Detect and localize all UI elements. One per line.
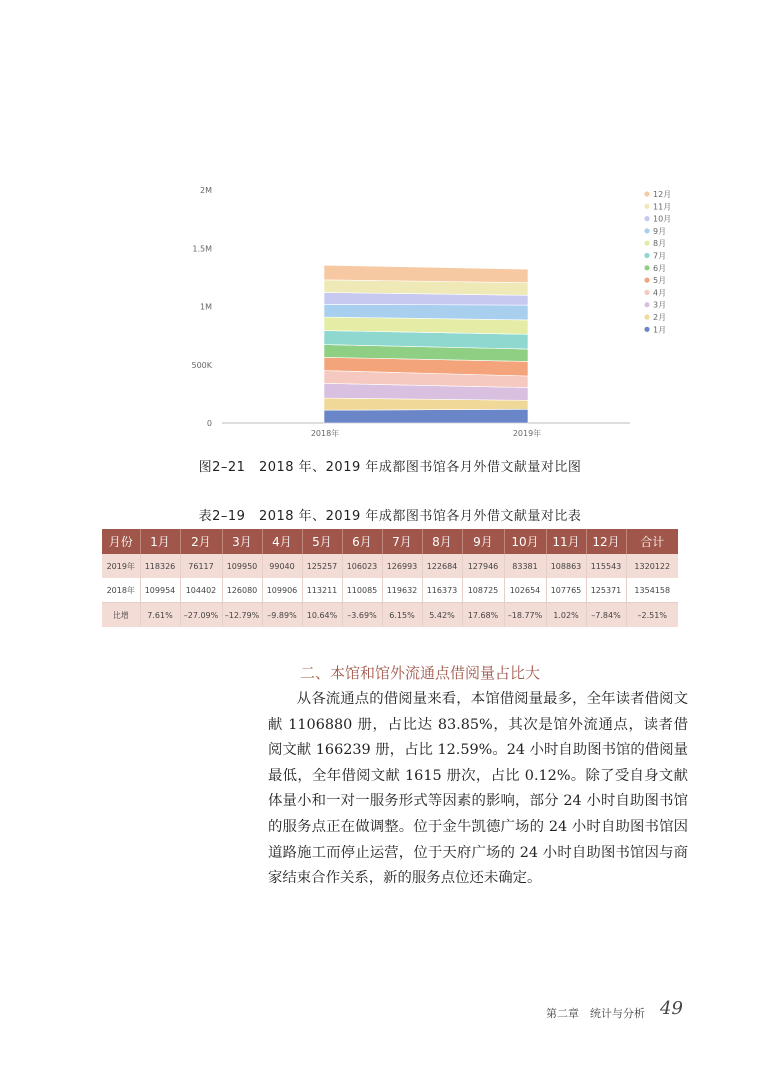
- series-band-1月: [324, 409, 528, 423]
- table-cell: 6.15%: [382, 603, 422, 628]
- y-tick-label: 0: [206, 419, 212, 428]
- table-cell: 比增: [102, 603, 140, 628]
- table-cell: –3.69%: [342, 603, 382, 628]
- table-cell: 115543: [586, 554, 626, 578]
- table-cell: 108863: [546, 554, 586, 578]
- table-cell: 106023: [342, 554, 382, 578]
- table-cell: 2018年: [102, 578, 140, 603]
- legend-label: 7月: [653, 251, 667, 261]
- stacked-bar-chart: [180, 176, 680, 446]
- legend-marker: [644, 216, 649, 221]
- y-tick-label: 1M: [200, 302, 212, 312]
- table-cell: 7.61%: [140, 603, 180, 628]
- header-cell: 6月: [342, 529, 382, 554]
- header-cell: 12月: [586, 529, 626, 554]
- x-tick-label: 2019年: [512, 429, 542, 438]
- table-cell: 5.42%: [422, 603, 462, 628]
- header-cell: 3月: [222, 529, 262, 554]
- y-tick-label: 1.5M: [192, 244, 212, 254]
- body-paragraph: 从各流通点的借阅量来看，本馆借阅量最多，全年读者借阅文献 1106880 册，占比达 83.85%，其次是馆外流通点，读者借阅文献 166239 册，占比 12.59%。24 小时自助图书馆的借阅量最低，全年借阅文献 1615 册次，占比 0.12%。除了受自身文献体量小和一对一服务形式等因素的影响，部分 24 小时自助图书馆的服务点正在做调整。位于金牛凯德广场的 24 小时自助图书馆因道路施工而停止运营，位于天府广场的 24 小时自助图书馆因与商家结束合作关系，新的服务点位还未确定。: [268, 691, 688, 887]
- header-cell: 9月: [462, 529, 504, 554]
- table-cell: 76117: [180, 554, 222, 578]
- table-cell: 126993: [382, 554, 422, 578]
- chart-svg: [180, 176, 680, 446]
- table-cell: 83381: [504, 554, 546, 578]
- table-caption: 表2–19 2018 年、2019 年成都图书馆各月外借文献量对比表: [198, 509, 582, 524]
- table-cell: 127946: [462, 554, 504, 578]
- table-cell: 125371: [586, 578, 626, 603]
- table-cell: –2.51%: [626, 603, 678, 628]
- table-cell: 118326: [140, 554, 180, 578]
- table-cell: 126080: [222, 578, 262, 603]
- legend-marker: [644, 191, 649, 196]
- header-cell: 10月: [504, 529, 546, 554]
- legend-marker: [644, 302, 649, 307]
- table-cell: 1354158: [626, 578, 678, 603]
- legend-marker: [644, 265, 649, 270]
- header-cell: 5月: [302, 529, 342, 554]
- monthly-loan-table: [102, 529, 678, 627]
- footer-chapter-title: 第二章 统计与分析: [546, 1007, 645, 1020]
- table-cell: 119632: [382, 578, 422, 603]
- legend-label: 10月: [653, 214, 672, 224]
- table-cell: –27.09%: [180, 603, 222, 628]
- table-cell: –18.77%: [504, 603, 546, 628]
- figure-caption: 图2–21 2018 年、2019 年成都图书馆各月外借文献量对比图: [198, 460, 582, 475]
- y-tick-label: 500K: [191, 360, 212, 370]
- y-tick-label: 2M: [200, 186, 212, 195]
- table-cell: –9.89%: [262, 603, 302, 628]
- table-row-growth: [102, 603, 678, 628]
- page-number: 49: [660, 998, 683, 1019]
- table-cell: 2019年: [102, 554, 140, 578]
- table-cell: 109906: [262, 578, 302, 603]
- table-cell: 99040: [262, 554, 302, 578]
- legend-marker: [644, 314, 649, 319]
- legend-label: 8月: [653, 239, 667, 249]
- header-cell: 月份: [102, 529, 140, 554]
- legend-marker: [644, 228, 649, 233]
- table-cell: 107765: [546, 578, 586, 603]
- table-header-row: [102, 529, 678, 554]
- header-cell: 1月: [140, 529, 180, 554]
- legend-label: 9月: [653, 226, 667, 236]
- legend-label: 4月: [653, 288, 667, 298]
- table-cell: 110085: [342, 578, 382, 603]
- table-cell: –7.84%: [586, 603, 626, 628]
- table-cell: 109950: [222, 554, 262, 578]
- series-band-12月: [324, 265, 528, 282]
- table-cell: 109954: [140, 578, 180, 603]
- legend-label: 3月: [653, 300, 667, 310]
- x-tick-label: 2018年: [310, 429, 340, 438]
- table-row-2019: [102, 554, 678, 578]
- table-cell: 122684: [422, 554, 462, 578]
- series-band-9月: [324, 304, 528, 320]
- header-cell: 4月: [262, 529, 302, 554]
- legend-marker: [644, 204, 649, 209]
- section-heading: 二、本馆和馆外流通点借阅量占比大: [300, 664, 541, 682]
- legend-label: 5月: [653, 276, 667, 286]
- header-cell: 8月: [422, 529, 462, 554]
- table-cell: 108725: [462, 578, 504, 603]
- legend-label: 12月: [653, 190, 672, 199]
- legend-marker: [644, 327, 649, 332]
- table-cell: 10.64%: [302, 603, 342, 628]
- legend-label: 1月: [653, 325, 667, 335]
- table-cell: –12.79%: [222, 603, 262, 628]
- legend-label: 11月: [653, 202, 672, 212]
- table-cell: 116373: [422, 578, 462, 603]
- legend-marker: [644, 241, 649, 246]
- header-cell: 合计: [626, 529, 678, 554]
- table-cell: 17.68%: [462, 603, 504, 628]
- header-cell: 11月: [546, 529, 586, 554]
- legend-marker: [644, 253, 649, 258]
- table-cell: 1320122: [626, 554, 678, 578]
- legend-label: 6月: [653, 263, 667, 273]
- table-cell: 104402: [180, 578, 222, 603]
- header-cell: 7月: [382, 529, 422, 554]
- legend-marker: [644, 278, 649, 283]
- table-cell: 102654: [504, 578, 546, 603]
- legend-marker: [644, 290, 649, 295]
- table-row-2018: [102, 578, 678, 603]
- legend-label: 2月: [653, 313, 667, 322]
- header-cell: 2月: [180, 529, 222, 554]
- table-cell: 1.02%: [546, 603, 586, 628]
- table-cell: 113211: [302, 578, 342, 603]
- table-cell: 125257: [302, 554, 342, 578]
